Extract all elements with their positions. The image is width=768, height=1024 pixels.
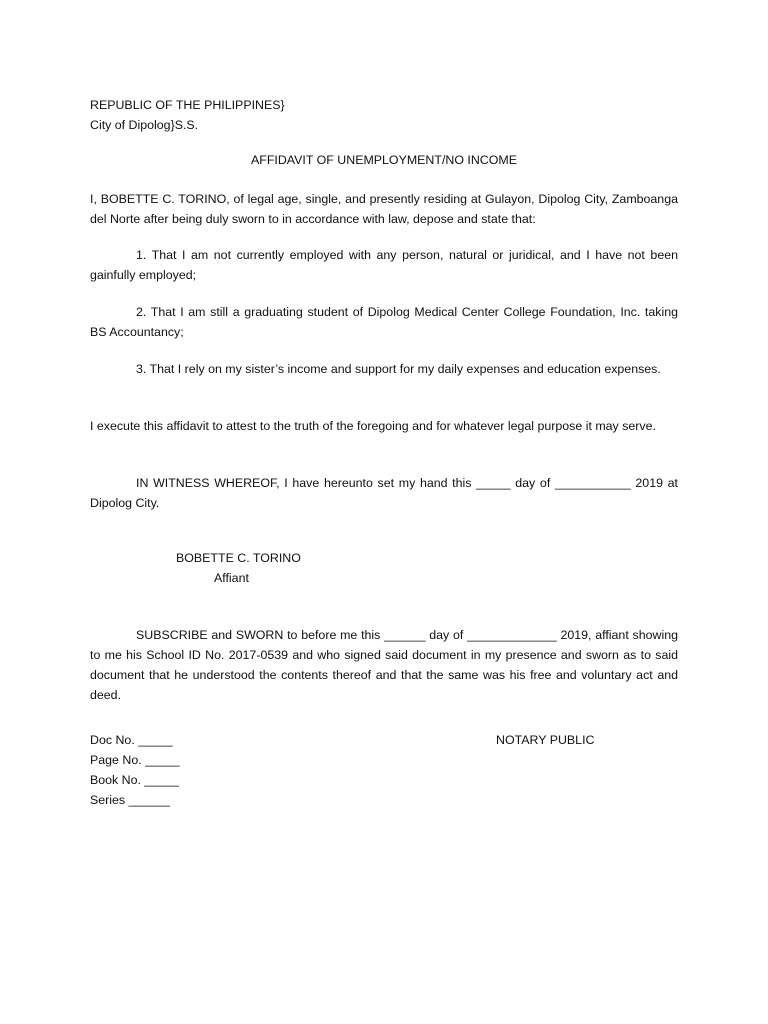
- witness-lead: IN WITNESS WHEREOF: [136, 476, 277, 490]
- sworn-lead: SUBSCRIBE and SWORN: [136, 628, 284, 642]
- intro-rest: , of legal age, single, and presently residing at Gulayon, Dipolog City, Zamboanga del Norte after being duly sworn to in accordance with law, depose and state that:: [90, 192, 678, 226]
- witness-rest: , I have hereunto set my hand this _____ day of ___________ 2019 at Dipolog City.: [90, 476, 678, 510]
- execute-paragraph: I execute this affidavit to attest to the truth of the foregoing and for whatever legal purpose it may serve.: [90, 419, 656, 433]
- intro-paragraph: [90, 189, 678, 229]
- sworn-paragraph: [90, 625, 678, 705]
- affiant-name-inline: BOBETTE C. TORINO: [100, 192, 227, 206]
- intro-prefix: I,: [90, 192, 101, 206]
- witness-paragraph: [90, 473, 678, 513]
- series-no: Series ______: [90, 793, 170, 807]
- book-no: Book No. _____: [90, 773, 179, 787]
- school-id-text: School ID No. 2017-0539: [146, 648, 289, 662]
- item-2-paragraph: 2. That I am still a graduating student of Dipolog Medical Center College Foundation, Inc. taking BS Accountancy;: [90, 305, 678, 339]
- affiant-role: Affiant: [214, 571, 249, 585]
- document-title: AFFIDAVIT OF UNEMPLOYMENT/NO INCOME: [251, 153, 517, 167]
- sworn-mid: to before me this ______ day of _____________ 2019, affiant showing to me his: [90, 628, 678, 662]
- notary-entries: [90, 730, 290, 810]
- affiant-name: BOBETTE C. TORINO: [176, 551, 301, 565]
- notary-public-label: NOTARY PUBLIC: [496, 733, 595, 747]
- doc-no: Doc No. _____: [90, 733, 173, 747]
- item-1-paragraph: 1. That I am not currently employed with any person, natural or juridical, and I have not been gainfully employed;: [90, 248, 678, 282]
- header-city: City of Dipolog}S.S.: [90, 118, 199, 132]
- sworn-rest: and who signed said document in my presence and sworn as to said document that he understood the contents thereof and that the same was his free and voluntary act and deed.: [90, 648, 678, 702]
- document-header: [90, 95, 678, 135]
- page-no: Page No. _____: [90, 753, 180, 767]
- header-republic: REPUBLIC OF THE PHILIPPINES}: [90, 98, 285, 112]
- affiant-signature-block: [176, 548, 376, 588]
- item-3-paragraph: 3. That I rely on my sister’s income and support for my daily expenses and education expenses.: [136, 362, 661, 376]
